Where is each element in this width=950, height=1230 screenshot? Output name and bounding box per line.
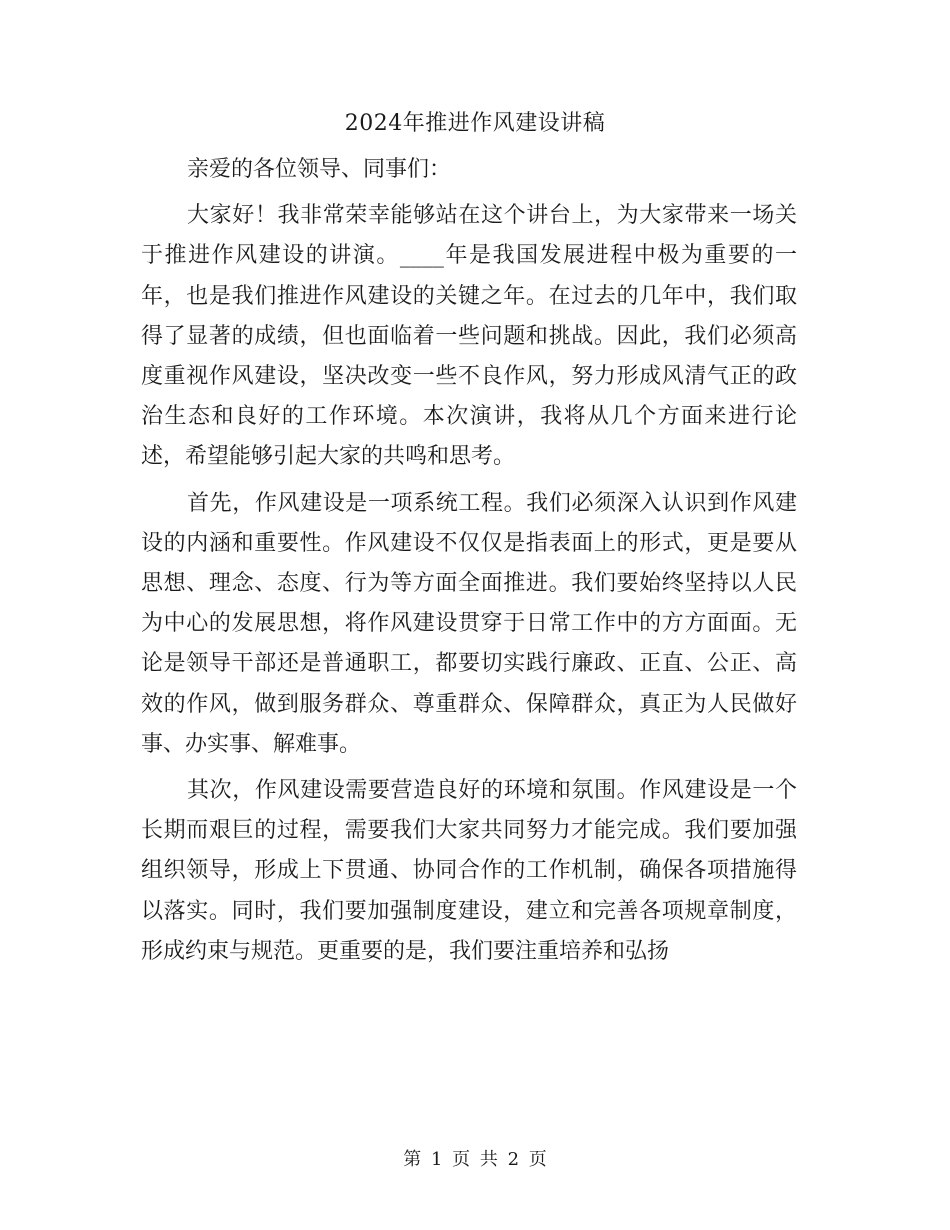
page-number-footer: 第 1 页 共 2 页 [403,1149,547,1170]
paragraph-first-point: 首先，作风建设是一项系统工程。我们必须深入认识到作风建设的内涵和重要性。作风建设不仅仅是指表面上的形式，更是要从思想、理念、态度、行为等方面全面推进。我们要始终坚持以人民为中心的发展思想，将作风建设贯穿于日常工作中的方方面面。无论是领导干部还是普通职工，都要切实践行廉政、正直、公正、高效的作风，做到服务群众、尊重群众、保障群众，真正为人民做好事、办实事、解难事。 [141,490,797,757]
paragraph-second-point: 其次，作风建设需要营造良好的环境和氛围。作风建设是一个长期而艰巨的过程，需要我们大家共同努力才能完成。我们要加强组织领导，形成上下贯通、协同合作的工作机制，确保各项措施得以落实。同时，我们要加强制度建设，建立和完善各项规章制度，形成约束与规范。更重要的是，我们要注重培养和弘扬 [141,778,797,964]
paragraph-intro: 大家好！我非常荣幸能够站在这个讲台上，为大家带来一场关于推进作风建设的讲演。____年是我国发展进程中极为重要的一年，也是我们推进作风建设的关键之年。在过去的几年中，我们取得了显著的成绩，但也面临着一些问题和挑战。因此，我们必须高度重视作风建设，坚决改变一些不良作风，努力形成风清气正的政治生态和良好的工作环境。本次演讲，我将从几个方面来进行论述，希望能够引起大家的共鸣和思考。 [141,203,797,470]
salutation: 亲爱的各位领导、同事们： [187,157,452,182]
document-title: 2024年推进作风建设讲稿 [344,111,606,136]
document-body [141,150,797,978]
